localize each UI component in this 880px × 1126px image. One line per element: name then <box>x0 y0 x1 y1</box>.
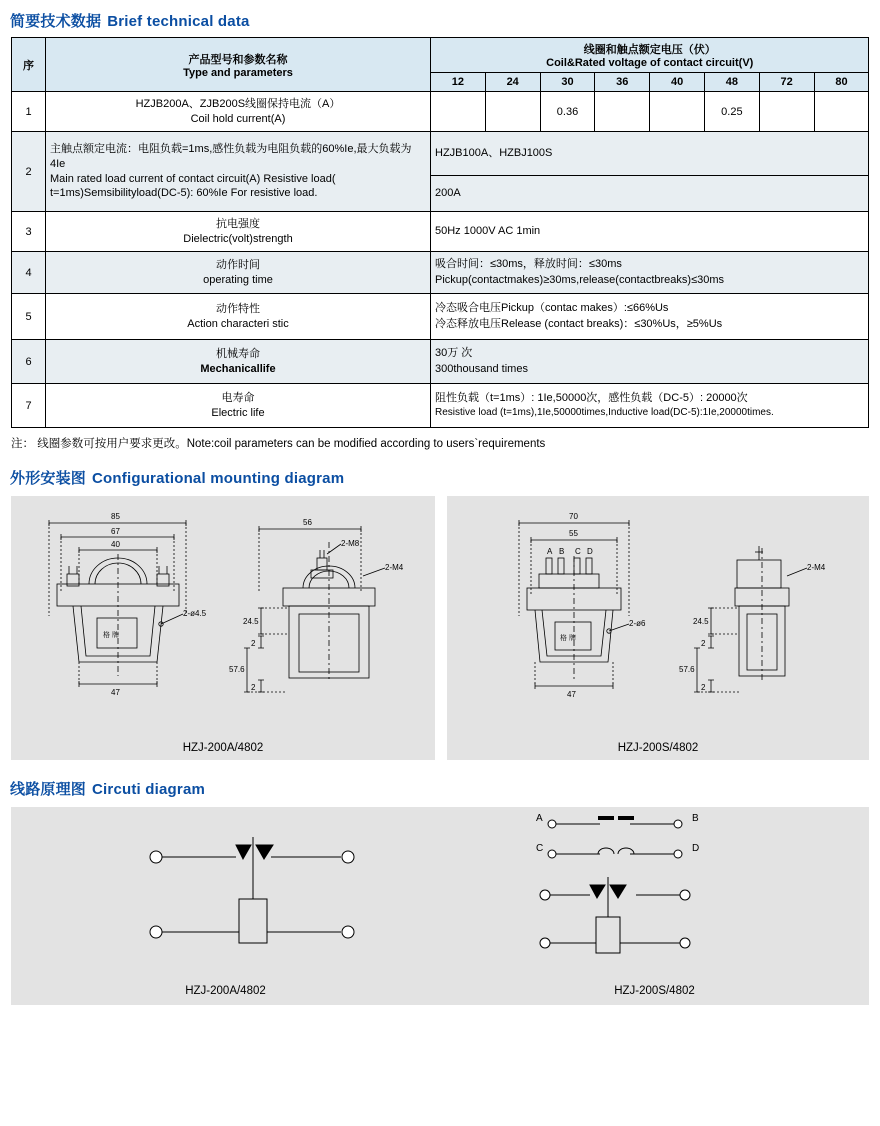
row-name <box>46 384 431 428</box>
row-value-40 <box>650 92 705 132</box>
row-name-cn: 动作特性 <box>216 302 260 315</box>
circuit-caption-right: HZJ-200S/4802 <box>614 985 695 997</box>
row-name-en: operating time <box>203 273 273 286</box>
svg-text:24.5: 24.5 <box>243 617 259 626</box>
header-voltage-48: 48 <box>704 73 759 92</box>
svg-text:C: C <box>575 547 581 556</box>
mounting-drawing-s <box>447 496 869 746</box>
section-heading-mounting-cn: 外形安装图 <box>10 470 87 487</box>
row-name-cn: 主触点额定电流：电阻负载=1ms,感性负载为电阻负载的60%Ie,最大负载为4Ie <box>50 142 412 170</box>
svg-text:70: 70 <box>569 512 578 521</box>
mounting-caption-left: HZJ-200A/4802 <box>182 742 264 754</box>
header-index: 序 <box>12 38 46 92</box>
row-value-en: Resistive load (t=1ms),1Ie,50000times,Inductive load(DC-5):1Ie,20000times. <box>435 407 774 419</box>
row-name-en: Main rated load current of contact circuit(A) Resistive load( t=1ms)Semsibilityload(DC-5): 60%Ie For resistive load. <box>50 172 336 200</box>
table-row <box>12 294 869 340</box>
svg-text:47: 47 <box>111 688 120 697</box>
row-name <box>46 340 431 384</box>
row-value-cn: 阻性负载（t=1ms）: 1Ie,50000次，感性负载（DC-5）: 20000次 <box>435 391 748 404</box>
mounting-diagram-left <box>11 496 435 760</box>
header-voltage-40: 40 <box>650 73 705 92</box>
section-heading-mounting <box>10 467 880 488</box>
svg-text:57.6: 57.6 <box>229 665 245 674</box>
row-value-24 <box>485 92 540 132</box>
svg-text:67: 67 <box>111 527 120 536</box>
row-value-top: HZJB100A、HZBJ100S <box>431 132 869 176</box>
row-value-bottom: 200A <box>431 176 869 212</box>
row-value-en: 300thousand times <box>435 362 528 375</box>
row-name-en: Electric life <box>211 406 265 419</box>
row-value <box>431 384 869 428</box>
mounting-drawing-a <box>11 496 435 746</box>
svg-text:47: 47 <box>567 690 576 699</box>
row-value <box>431 252 869 294</box>
svg-text:85: 85 <box>111 512 120 521</box>
svg-text:2: 2 <box>251 639 256 648</box>
svg-text:A: A <box>547 547 553 556</box>
page <box>0 10 880 1126</box>
row-name-cn: HZJB200A、ZJB200S线圈保持电流（A） <box>135 97 341 110</box>
terminal-label-c: C <box>536 843 544 854</box>
table-row <box>12 252 869 294</box>
terminal-label-d: D <box>692 843 700 854</box>
table-header-row-1 <box>12 38 869 73</box>
svg-text:B: B <box>559 547 565 556</box>
circuit-diagram-box <box>11 807 869 1005</box>
row-index: 1 <box>12 92 46 132</box>
row-name <box>46 294 431 340</box>
svg-text:2: 2 <box>701 683 706 692</box>
svg-text:格 牌: 格 牌 <box>560 635 576 642</box>
row-name <box>46 92 431 132</box>
row-name-cn: 电寿命 <box>221 391 255 404</box>
svg-text:24.5: 24.5 <box>693 617 709 626</box>
svg-text:2-M4: 2-M4 <box>385 563 404 572</box>
row-value-36 <box>595 92 650 132</box>
section-heading-circuit-cn: 线路原理图 <box>10 781 87 798</box>
row-value <box>431 294 869 340</box>
section-heading-mounting-en: Configurational mounting diagram <box>92 470 345 487</box>
section-heading-circuit <box>10 778 880 799</box>
row-value-cn: 30万 次 <box>435 347 473 360</box>
header-voltage-36: 36 <box>595 73 650 92</box>
svg-text:D: D <box>587 547 593 556</box>
mounting-diagram-row <box>11 496 869 760</box>
circuit-drawing-a <box>11 807 440 977</box>
row-name-cn: 机械寿命 <box>216 347 260 360</box>
row-name-en: Dielectric(volt)strength <box>183 232 293 245</box>
circuit-caption-left: HZJ-200A/4802 <box>185 985 266 997</box>
header-voltage-24: 24 <box>485 73 540 92</box>
svg-text:2-ø4.5: 2-ø4.5 <box>183 609 207 618</box>
row-index: 4 <box>12 252 46 294</box>
header-voltage-en: Coil&Rated voltage of contact circuit(V) <box>546 57 754 69</box>
svg-text:40: 40 <box>111 540 120 549</box>
row-name-en: Mechanicallife <box>200 362 276 375</box>
table-note: 注： 线圈参数可按用户要求更改。Note:coil parameters can be modified according to users`requirements <box>11 438 546 450</box>
row-value-30: 0.36 <box>540 92 595 132</box>
row-value-12 <box>431 92 486 132</box>
row-value-en: Pickup(contactmakes)≥30ms,release(contactbreaks)≤30ms <box>435 273 725 286</box>
row-value <box>431 340 869 384</box>
row-value-48: 0.25 <box>704 92 759 132</box>
row-value-cn: 冷态吸合电压Pickup（contac makes）:≤66%Us <box>435 302 669 315</box>
mounting-caption-right: HZJ-200S/4802 <box>617 742 699 754</box>
terminal-label-a: A <box>536 813 543 824</box>
header-voltage-72: 72 <box>759 73 814 92</box>
row-name-cn: 抗电强度 <box>216 217 260 230</box>
svg-text:2: 2 <box>701 639 706 648</box>
table-row <box>12 132 869 176</box>
row-index: 2 <box>12 132 46 212</box>
table-row <box>12 92 869 132</box>
header-voltage-12: 12 <box>431 73 486 92</box>
svg-text:56: 56 <box>303 518 312 527</box>
row-value: 50Hz 1000V AC 1min <box>431 212 869 252</box>
row-value-80 <box>814 92 869 132</box>
svg-text:57.6: 57.6 <box>679 665 695 674</box>
row-name <box>46 252 431 294</box>
circuit-right <box>440 807 869 1005</box>
circuit-left <box>11 807 440 1005</box>
row-value-72 <box>759 92 814 132</box>
row-value-en: 冷态释放电压Release (contact breaks)：≤30%Us，≥5%Us <box>435 317 723 330</box>
row-name-en: Action characteri stic <box>187 317 289 330</box>
section-heading-circuit-en: Circuti diagram <box>92 781 206 798</box>
row-name-cn: 动作时间 <box>216 258 260 271</box>
mounting-diagram-right <box>447 496 869 760</box>
table-row <box>12 340 869 384</box>
svg-text:55: 55 <box>569 529 578 538</box>
terminal-label-b: B <box>692 813 699 824</box>
row-name <box>46 212 431 252</box>
section-heading-tech-cn: 简要技术数据 <box>10 13 102 30</box>
section-heading-tech <box>10 10 880 31</box>
header-type-en: Type and parameters <box>183 66 293 79</box>
row-index: 3 <box>12 212 46 252</box>
svg-text:2: 2 <box>251 683 256 692</box>
row-index: 7 <box>12 384 46 428</box>
table-row <box>12 212 869 252</box>
header-type <box>46 38 431 92</box>
row-index: 6 <box>12 340 46 384</box>
circuit-drawing-s <box>440 807 869 977</box>
row-name-en: Coil hold current(A) <box>190 112 286 125</box>
row-index: 5 <box>12 294 46 340</box>
svg-text:2-M8: 2-M8 <box>341 539 360 548</box>
row-value-cn: 吸合时间：≤30ms，释放时间：≤30ms <box>435 258 622 271</box>
header-type-cn: 产品型号和参数名称 <box>188 53 288 66</box>
section-heading-tech-en: Brief technical data <box>107 13 250 30</box>
svg-text:2-M4: 2-M4 <box>807 563 826 572</box>
table-row <box>12 384 869 428</box>
header-voltage-cn: 线圈和触点额定电压（伏） <box>583 44 716 56</box>
tech-spec-table <box>11 37 869 428</box>
svg-text:2-ø6: 2-ø6 <box>629 619 646 628</box>
header-voltage-80: 80 <box>814 73 869 92</box>
svg-text:格 牌: 格 牌 <box>103 632 119 639</box>
header-voltage-30: 30 <box>540 73 595 92</box>
header-voltage <box>431 38 869 73</box>
row-name <box>46 132 431 212</box>
